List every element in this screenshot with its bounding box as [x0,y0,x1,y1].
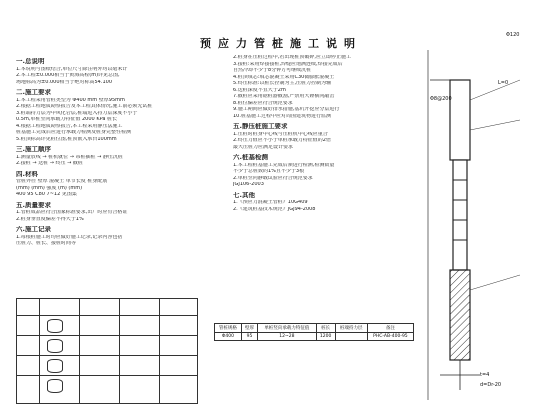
text-line: 3.桩端持力层为中风化岩层,桩端进入持力层深度不小于 [16,110,138,116]
text-line: 9.施工期间应做好排水措施,基坑开挖应分层进行 [233,107,340,112]
text-line: 1.本工程桩基施工完成后须进行检测,检测数量 [233,162,335,168]
text-line: 0.5m,单桩竖向承载力特征值 2000 KPa 桩长 [16,117,118,122]
text-line: 400 95 C80 7~12 见图集 [16,192,77,197]
table-header: 管桩规格 [215,324,242,333]
table-header: 桩长 [316,324,335,333]
pile-section-icon [47,379,63,393]
pile-section-icon [47,359,63,373]
dim-label-top: Φ120 [506,32,520,38]
text-line: 最大压桩力应满足设计要求 [233,144,294,150]
text-line: 1.《预应力混凝土管桩》10G409 [233,200,308,205]
material-table [16,298,198,404]
table-cell: 1200 [316,333,335,341]
table-cell: Φ400 [215,333,242,341]
pile-spec-table [214,323,414,341]
text-line: 压桩力、桩长、接桩时间等 [16,241,77,246]
text-line: 2.单桩竖向静载试验应符合规范要求 [233,175,313,181]
table-cell [335,333,367,341]
text-line: 2.《建筑桩基技术规范》JGJ94-2008 [233,206,316,212]
table-header: 桩端持力层 [335,324,367,333]
text-line: 五.静压桩施工要求 [233,123,288,130]
text-line: 5.桩顶标高详见桩位图,桩顶嵌入承台100mm [16,136,117,142]
table-cell: 95 [241,333,257,341]
text-line: 五.质量要求 [16,201,51,208]
dim-label-length: L=0 [498,80,509,86]
text-line: 2.根据工程地质勘察报告及本工程具体情况,施工前必须先试桩 [16,104,153,109]
dim-label-diameter: d=Dr-20 [480,382,502,388]
text-line: 5.终压标准:以桩长控制为主,压桩力控制为辅 [233,81,332,86]
text-line: 不少于总桩数的1%且不少于3根 [233,169,305,174]
text-line: 桩基施工完成后应进行承载力检测及桩身完整性检测 [16,130,132,135]
col-middle [233,55,418,213]
text-line: 二.施工要求 [16,89,51,96]
text-line: 一.总说明 [16,58,45,65]
pile-section-icon [47,319,63,333]
table-cell: 12~28 [258,333,316,341]
pile-section-icon [47,339,63,353]
text-line: 六.施工记录 [16,226,51,233]
text-line: 4.根据工程地质勘察报告,本工程采用静压法施工 [16,123,123,129]
text-line: 6.送桩深度不宜大于2m [233,87,286,93]
text-line: 1.每根桩施工时均应做好施工记录,记录内容包括 [16,234,123,240]
text-line: 1.测量放线 → 桩机就位 → 吊桩插桩 → 静压沉桩 [16,154,123,160]
text-line: 1.本工程采用管桩类型为 Φ400 mm 壁厚95mm [16,97,125,103]
text-line: 1.压桩时桩身中心线与压桩机中心线应重合 [233,131,328,137]
text-line: 管桩外径 壁厚 混凝土 单节长度 桩身配筋 [16,179,108,184]
text-line: 2.桩身垂直度偏差不得大于1% [16,216,84,222]
dim-label-spiral: Φ8@200 [430,96,452,102]
text-line: 七.其他 [233,191,255,198]
text-line: 1.本说明与图纸结合,单位尺寸除注明外均以毫米计 [16,66,128,72]
text-line: 3.接桩:采用焊接接桩,焊缝应饱满连续,焊接完成后 [233,61,343,67]
table-cell: PHC-AB-400-95 [367,333,413,341]
text-line: 四.材料 [16,170,38,177]
table-header: 壁厚 [241,324,257,333]
text-line: 六.桩基检测 [233,154,268,161]
text-line: JGJ106-2003 [233,182,264,187]
text-line: 2.本工程±0.000相当于黄海高程(m)详见总图, [16,73,120,78]
table-header: 备注 [367,324,413,333]
text-line: 三.施工顺序 [16,146,51,153]
text-line: 2.终压力值应不小于单桩承载力特征值的2倍 [233,138,331,143]
text-line: 4.桩顶填芯:填芯混凝土采用C30微膨胀混凝土 [233,74,335,80]
text-line: 自然冷却不少于8分钟方可继续沉桩 [233,68,312,73]
text-line: 8.桩位偏差应符合规范要求 [233,100,293,106]
text-line: 1.管桩成品应符合国家标准要求,出厂时应有合格证 [16,210,128,215]
text-line: 7.截桩应采用锯桩器截割,严禁用大锤横向敲击 [233,94,335,99]
text-line: 2.桩身在压桩过程中,若出现桩顶破碎,应立即停止施工 [233,55,351,60]
text-line: 10.桩基施工过程中应对周围建筑物进行监测 [233,113,331,119]
col-left [16,55,201,248]
table-header: 单桩竖向承载力特征值 [258,324,316,333]
text-line: (mm) (mm) 强度 (m) (mm) [16,185,83,191]
text-line: 2.接桩 → 送桩 → 终压 → 截桩 [16,161,83,166]
page-title: 预应力管桩施工说明 [200,37,362,50]
dim-label-thickness: t=4 [480,372,490,378]
text-line: 场地标高为±0.000相当于绝对标高54.100 [16,79,112,85]
